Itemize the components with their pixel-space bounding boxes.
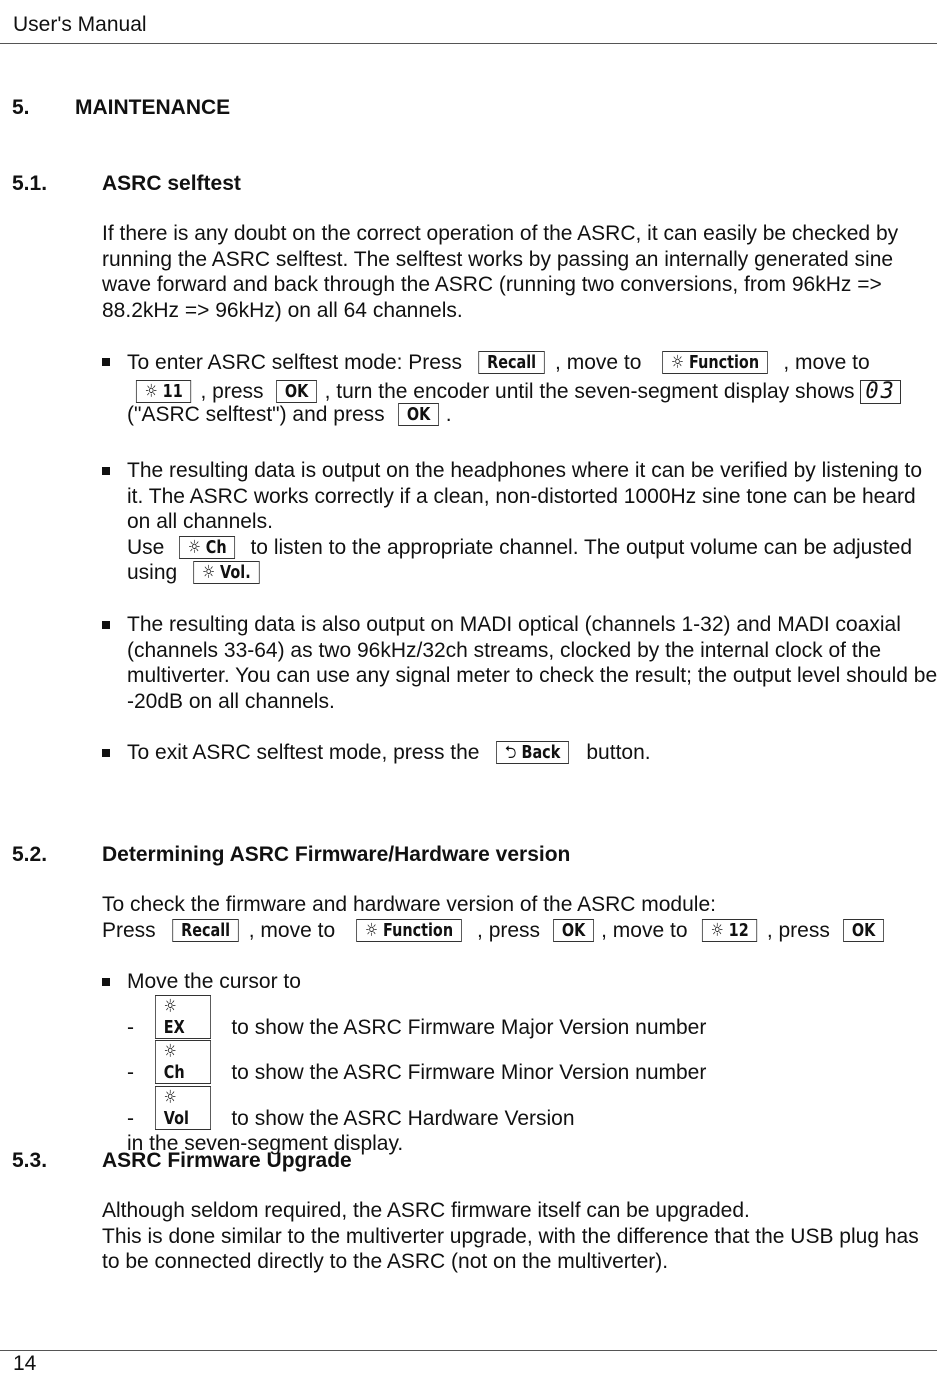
subsection-number: 5.1. xyxy=(12,172,48,195)
subsection-title: Determining ASRC Firmware/Hardware version xyxy=(102,843,571,866)
vol-key: ☼ Vol. xyxy=(193,561,259,584)
vol-key: ☼ Vol xyxy=(155,1086,211,1130)
bullet-marker xyxy=(102,358,110,366)
seven-segment-display: 03 xyxy=(860,380,901,404)
running-header: User's Manual xyxy=(13,13,147,36)
function-key: ☼ Function xyxy=(662,351,768,374)
footer-rule xyxy=(0,1350,937,1351)
bullet-marker xyxy=(102,621,110,629)
sun-icon: ☼ xyxy=(163,1041,177,1063)
option-row: - ☼ Ch to show the ASRC Firmware Minor Version number xyxy=(127,1041,707,1085)
ok-key: OK xyxy=(276,380,317,403)
sun-icon: ☼ xyxy=(671,352,685,373)
sun-icon: ☼ xyxy=(202,562,216,584)
bullet-marker xyxy=(102,978,110,986)
intro-paragraph: If there is any doubt on the correct operation of the ASRC, it can easily be checked by running the ASRC selftest. The selftest works by passing an internally generated sine wave forward and back through the ASRC (running two conversions, from 96kHz => 88.2kHz => 96kHz) on all 64 channels. xyxy=(102,222,899,322)
back-arrow-icon: ⮌ xyxy=(505,742,517,763)
back-key: ⮌ Back xyxy=(496,741,569,764)
sun-icon: ☼ xyxy=(144,381,158,402)
header-rule xyxy=(0,43,937,44)
sun-icon: ☼ xyxy=(364,919,378,941)
section-title: MAINTENANCE xyxy=(75,96,231,119)
option-row: - ☼ EX to show the ASRC Firmware Major Version number xyxy=(127,995,707,1039)
bullet-marker xyxy=(102,467,110,475)
subsection-number: 5.3. xyxy=(12,1149,48,1172)
subsection-number: 5.2. xyxy=(12,843,48,866)
menu-11-key: ☼ 11 xyxy=(136,380,192,403)
version-check-paragraph: To check the firmware and hardware version of the ASRC module: Press Recall , move to ☼ Function , press OK , move to ☼ 12 , press OK xyxy=(102,892,942,943)
sun-icon: ☼ xyxy=(188,536,201,558)
page-number: 14 xyxy=(13,1352,37,1375)
subsection-title: ASRC selftest xyxy=(102,172,241,195)
option-row: - ☼ Vol to show the ASRC Hardware Version xyxy=(127,1086,575,1130)
menu-12-key: ☼ 12 xyxy=(702,919,758,942)
sun-icon: ☼ xyxy=(163,995,177,1017)
ch-key: ☼ Ch xyxy=(179,536,235,559)
bullet-marker xyxy=(102,749,110,757)
ok-key: OK xyxy=(398,403,439,426)
ex-key: ☼ EX xyxy=(155,995,211,1039)
sun-icon: ☼ xyxy=(711,919,725,941)
ok-key: OK xyxy=(553,919,594,942)
ok-key: OK xyxy=(843,919,884,942)
upgrade-paragraph: Although seldom required, the ASRC firmware itself can be upgraded. This is done similar to the multiverter upgrade, with the difference that the USB plug has to be connected directly to the ASRC (not on the multiverter). xyxy=(102,1199,919,1274)
function-key: ☼ Function xyxy=(356,919,462,942)
recall-key: Recall xyxy=(172,919,239,942)
subsection-title: ASRC Firmware Upgrade xyxy=(102,1149,352,1172)
sun-icon: ☼ xyxy=(163,1086,177,1108)
ch-key: ☼ Ch xyxy=(155,1040,211,1084)
recall-key: Recall xyxy=(478,351,545,374)
section-number: 5. xyxy=(12,96,30,119)
